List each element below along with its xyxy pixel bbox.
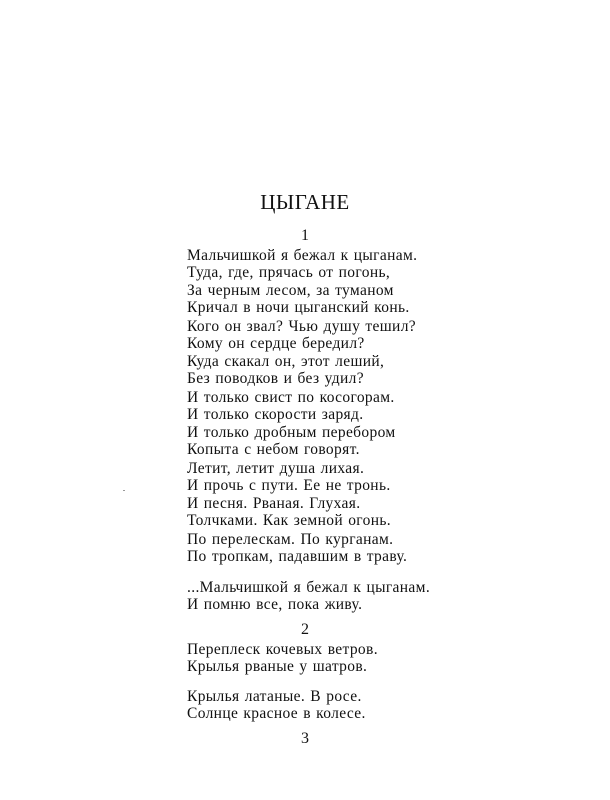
- verse-line: Без поводков и без удил?: [187, 370, 364, 388]
- poem-title: ЦЫГАНЕ: [260, 190, 350, 214]
- verse-line: Солнце красное в колесе.: [187, 705, 366, 723]
- verse-line: Толчками. Как земной огонь.: [187, 512, 392, 530]
- verse-line: Крылья латаные. В росе.: [187, 688, 362, 705]
- verse-line: За черным лесом, за туманом: [187, 281, 394, 299]
- verse-line: Копыта с небом говорят.: [187, 441, 360, 459]
- verse-line: Крылья рваные у шатров.: [187, 658, 368, 676]
- verse-line: Туда, где, прячась от погонь,: [187, 264, 391, 282]
- stanza-2-2: [187, 688, 587, 723]
- print-speck: [123, 490, 125, 491]
- stanza-2-1: [187, 641, 587, 676]
- stanza-1-3: [187, 389, 587, 459]
- stanza-1-4: [187, 460, 587, 530]
- verse-line: Кому он сердце бередил?: [187, 335, 365, 353]
- stanza-1-6: [187, 579, 587, 614]
- verse-line: Кого он звал? Чью душу тешил?: [187, 318, 417, 335]
- verse-line: ...Мальчишкой я бежал к цыганам.: [187, 579, 431, 596]
- verse-line: Летит, летит душа лихая.: [187, 460, 365, 477]
- section-number-1: 1: [301, 227, 309, 244]
- verse-line: И помню все, пока живу.: [187, 596, 363, 614]
- verse-line: И прочь с пути. Ее не тронь.: [187, 477, 391, 495]
- verse-line: По перелескам. По курганам.: [187, 531, 394, 548]
- section-number-2: 2: [301, 621, 309, 638]
- verse-line: Мальчишкой я бежал к цыганам.: [187, 247, 418, 264]
- verse-line: И только свист по косогорам.: [187, 389, 395, 406]
- stanza-1-2: [187, 318, 587, 388]
- stanza-1-5: [187, 531, 587, 566]
- verse-line: И песня. Рваная. Глухая.: [187, 494, 361, 512]
- verse-line: По тропкам, падавшим в траву.: [187, 548, 408, 566]
- verse-line: Кричал в ночи цыганский конь.: [187, 299, 410, 317]
- verse-line: И только дробным перебором: [187, 423, 396, 441]
- verse-line: И только скорости заряд.: [187, 406, 364, 424]
- verse-line: Куда скакал он, этот леший,: [187, 352, 385, 370]
- section-number-3: 3: [301, 730, 309, 747]
- verse-line: Переплеск кочевых ветров.: [187, 641, 378, 658]
- stanza-1-1: [187, 247, 587, 317]
